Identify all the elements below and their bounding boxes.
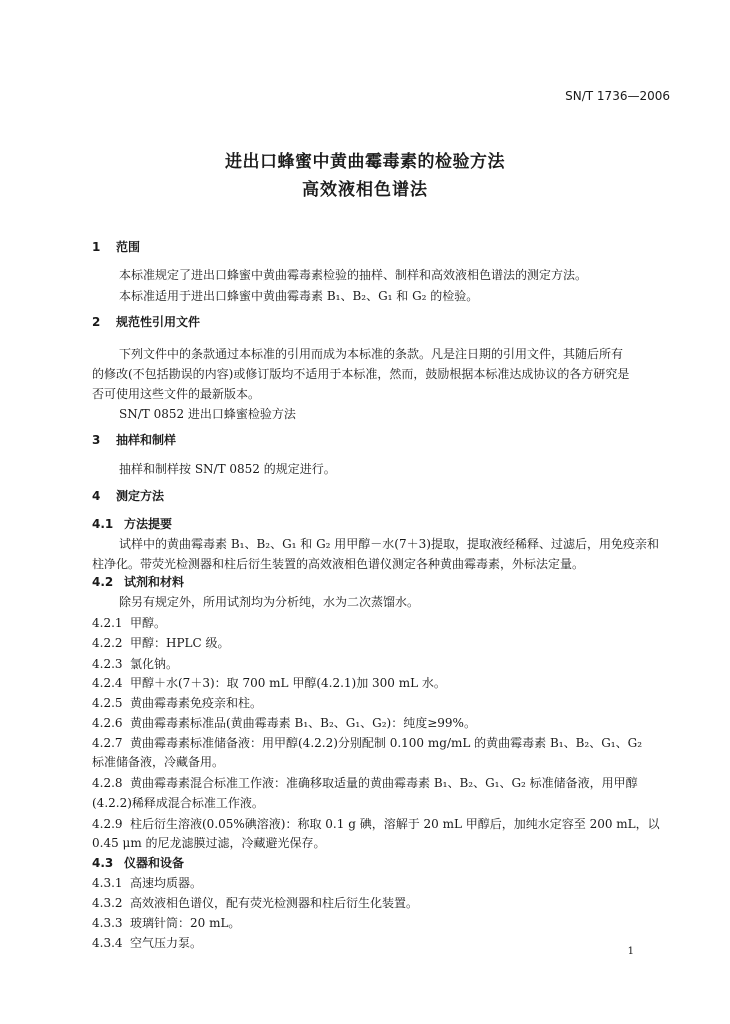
section-title: 试剂和材料: [124, 575, 185, 589]
section-title: 仪器和设备: [124, 856, 185, 870]
section-4-heading: [92, 487, 164, 504]
list-item: [92, 734, 642, 751]
item-text: 黄曲霉毒素混合标准工作液：准确移取适量的黄曲霉毒素 B₁、B₂、G₁、G₂ 标准储备液，用甲醇: [130, 776, 638, 790]
item-text: (4.2.2)稀释成混合标准工作液。: [92, 796, 264, 810]
paragraph: 试样中的黄曲霉毒素 B₁、B₂、G₁ 和 G₂ 用甲醇－水(7＋3)提取，提取液经稀释、过滤后，用免疫亲和: [119, 537, 659, 551]
list-item: [92, 714, 476, 731]
subsection-4-3-heading: [92, 854, 184, 871]
list-item: [92, 674, 446, 691]
list-item-continuation: [92, 753, 224, 770]
section-3-heading: [92, 431, 176, 448]
section-2-heading: [92, 313, 200, 330]
item-number: 4.2.1: [92, 616, 123, 630]
section-number: 2: [92, 315, 101, 329]
section-number: 4.1: [92, 517, 114, 531]
section-title: 范围: [116, 240, 141, 254]
list-item: [92, 894, 418, 911]
paragraph: 柱净化。带荧光检测器和柱后衍生装置的高效液相色谱仪测定各种黄曲霉毒素，外标法定量。: [92, 557, 585, 571]
section-number: 1: [92, 240, 101, 254]
list-item: [92, 694, 262, 711]
item-text: 黄曲霉毒素标准品(黄曲霉毒素 B₁、B₂、G₁、G₂)：纯度≥99%。: [130, 716, 476, 730]
list-item: [92, 634, 230, 651]
item-number: 4.2.8: [92, 776, 123, 790]
list-item: [92, 914, 240, 931]
list-item-continuation: [92, 794, 264, 811]
subsection-4-1-heading: [92, 515, 172, 532]
item-text: 玻璃针筒：20 mL。: [130, 916, 241, 930]
item-number: 4.2.2: [92, 636, 123, 650]
section-title: 抽样和制样: [116, 433, 177, 447]
list-item: [92, 655, 178, 672]
item-text: 0.45 μm 的尼龙滤膜过滤，冷藏避光保存。: [92, 836, 326, 850]
item-number: 4.3.1: [92, 876, 123, 890]
item-text: 氯化钠。: [130, 657, 179, 671]
item-text: 高效液相色谱仪，配有荧光检测器和柱后衍生化装置。: [130, 896, 419, 910]
paragraph: 除另有规定外，所用试剂均为分析纯，水为二次蒸馏水。: [119, 595, 420, 609]
list-item: [92, 614, 166, 631]
item-text: 甲醇＋水(7＋3)：取 700 mL 甲醇(4.2.1)加 300 mL 水。: [130, 676, 446, 690]
section-number: 4: [92, 489, 101, 503]
paragraph: 下列文件中的条款通过本标准的引用而成为本标准的条款。凡是注日期的引用文件，其随后所有: [119, 347, 624, 361]
standard-number: SN/T 1736—2006: [565, 89, 670, 103]
paragraph: 抽样和制样按 SN/T 0852 的规定进行。: [119, 462, 336, 476]
item-text: 甲醇。: [130, 616, 167, 630]
item-number: 4.2.4: [92, 676, 123, 690]
list-item: [92, 934, 202, 951]
paragraph: 否可使用这些文件的最新版本。: [92, 387, 261, 401]
list-item: [92, 874, 202, 891]
item-text: 柱后衍生溶液(0.05%碘溶液)：称取 0.1 g 碘，溶解于 20 mL 甲醇后，加纯水定容至 200 mL，以: [130, 817, 660, 831]
reference-entry: SN/T 0852 进出口蜂蜜检验方法: [119, 407, 296, 421]
item-number: 4.3.3: [92, 916, 123, 930]
document-subtitle: 高效液相色谱法: [302, 180, 428, 200]
document-title: 进出口蜂蜜中黄曲霉毒素的检验方法: [225, 152, 505, 172]
item-text: 黄曲霉毒素免疫亲和柱。: [130, 696, 263, 710]
section-title: 方法提要: [124, 517, 173, 531]
paragraph: 本标准规定了进出口蜂蜜中黄曲霉毒素检验的抽样、制样和高效液相色谱法的测定方法。: [119, 268, 588, 282]
item-number: 4.2.9: [92, 817, 123, 831]
section-number: 4.3: [92, 856, 114, 870]
section-title: 规范性引用文件: [116, 315, 201, 329]
paragraph: 的修改(不包括勘误的内容)或修订版均不适用于本标准，然而，鼓励根据本标准达成协议的各方研究是: [92, 367, 630, 381]
list-item: [92, 815, 660, 832]
item-text: 甲醇：HPLC 级。: [130, 636, 230, 650]
section-number: 4.2: [92, 575, 114, 589]
item-text: 高速均质器。: [130, 876, 203, 890]
paragraph: 本标准适用于进出口蜂蜜中黄曲霉毒素 B₁、B₂、G₁ 和 G₂ 的检验。: [119, 289, 479, 303]
item-text: 标准储备液，冷藏备用。: [92, 755, 225, 769]
item-number: 4.2.3: [92, 657, 123, 671]
item-text: 空气压力泵。: [130, 936, 203, 950]
item-number: 4.2.5: [92, 696, 123, 710]
item-text: 黄曲霉毒素标准储备液：用甲醇(4.2.2)分别配制 0.100 mg/mL 的黄曲霉毒素 B₁、B₂、G₁、G₂: [130, 736, 643, 750]
section-title: 测定方法: [116, 489, 165, 503]
item-number: 4.2.7: [92, 736, 123, 750]
item-number: 4.2.6: [92, 716, 123, 730]
list-item-continuation: [92, 834, 326, 851]
section-number: 3: [92, 433, 101, 447]
page-number: 1: [627, 946, 634, 957]
list-item: [92, 774, 638, 791]
section-1-heading: [92, 238, 140, 255]
item-number: 4.3.4: [92, 936, 123, 950]
item-number: 4.3.2: [92, 896, 123, 910]
subsection-4-2-heading: [92, 573, 184, 590]
